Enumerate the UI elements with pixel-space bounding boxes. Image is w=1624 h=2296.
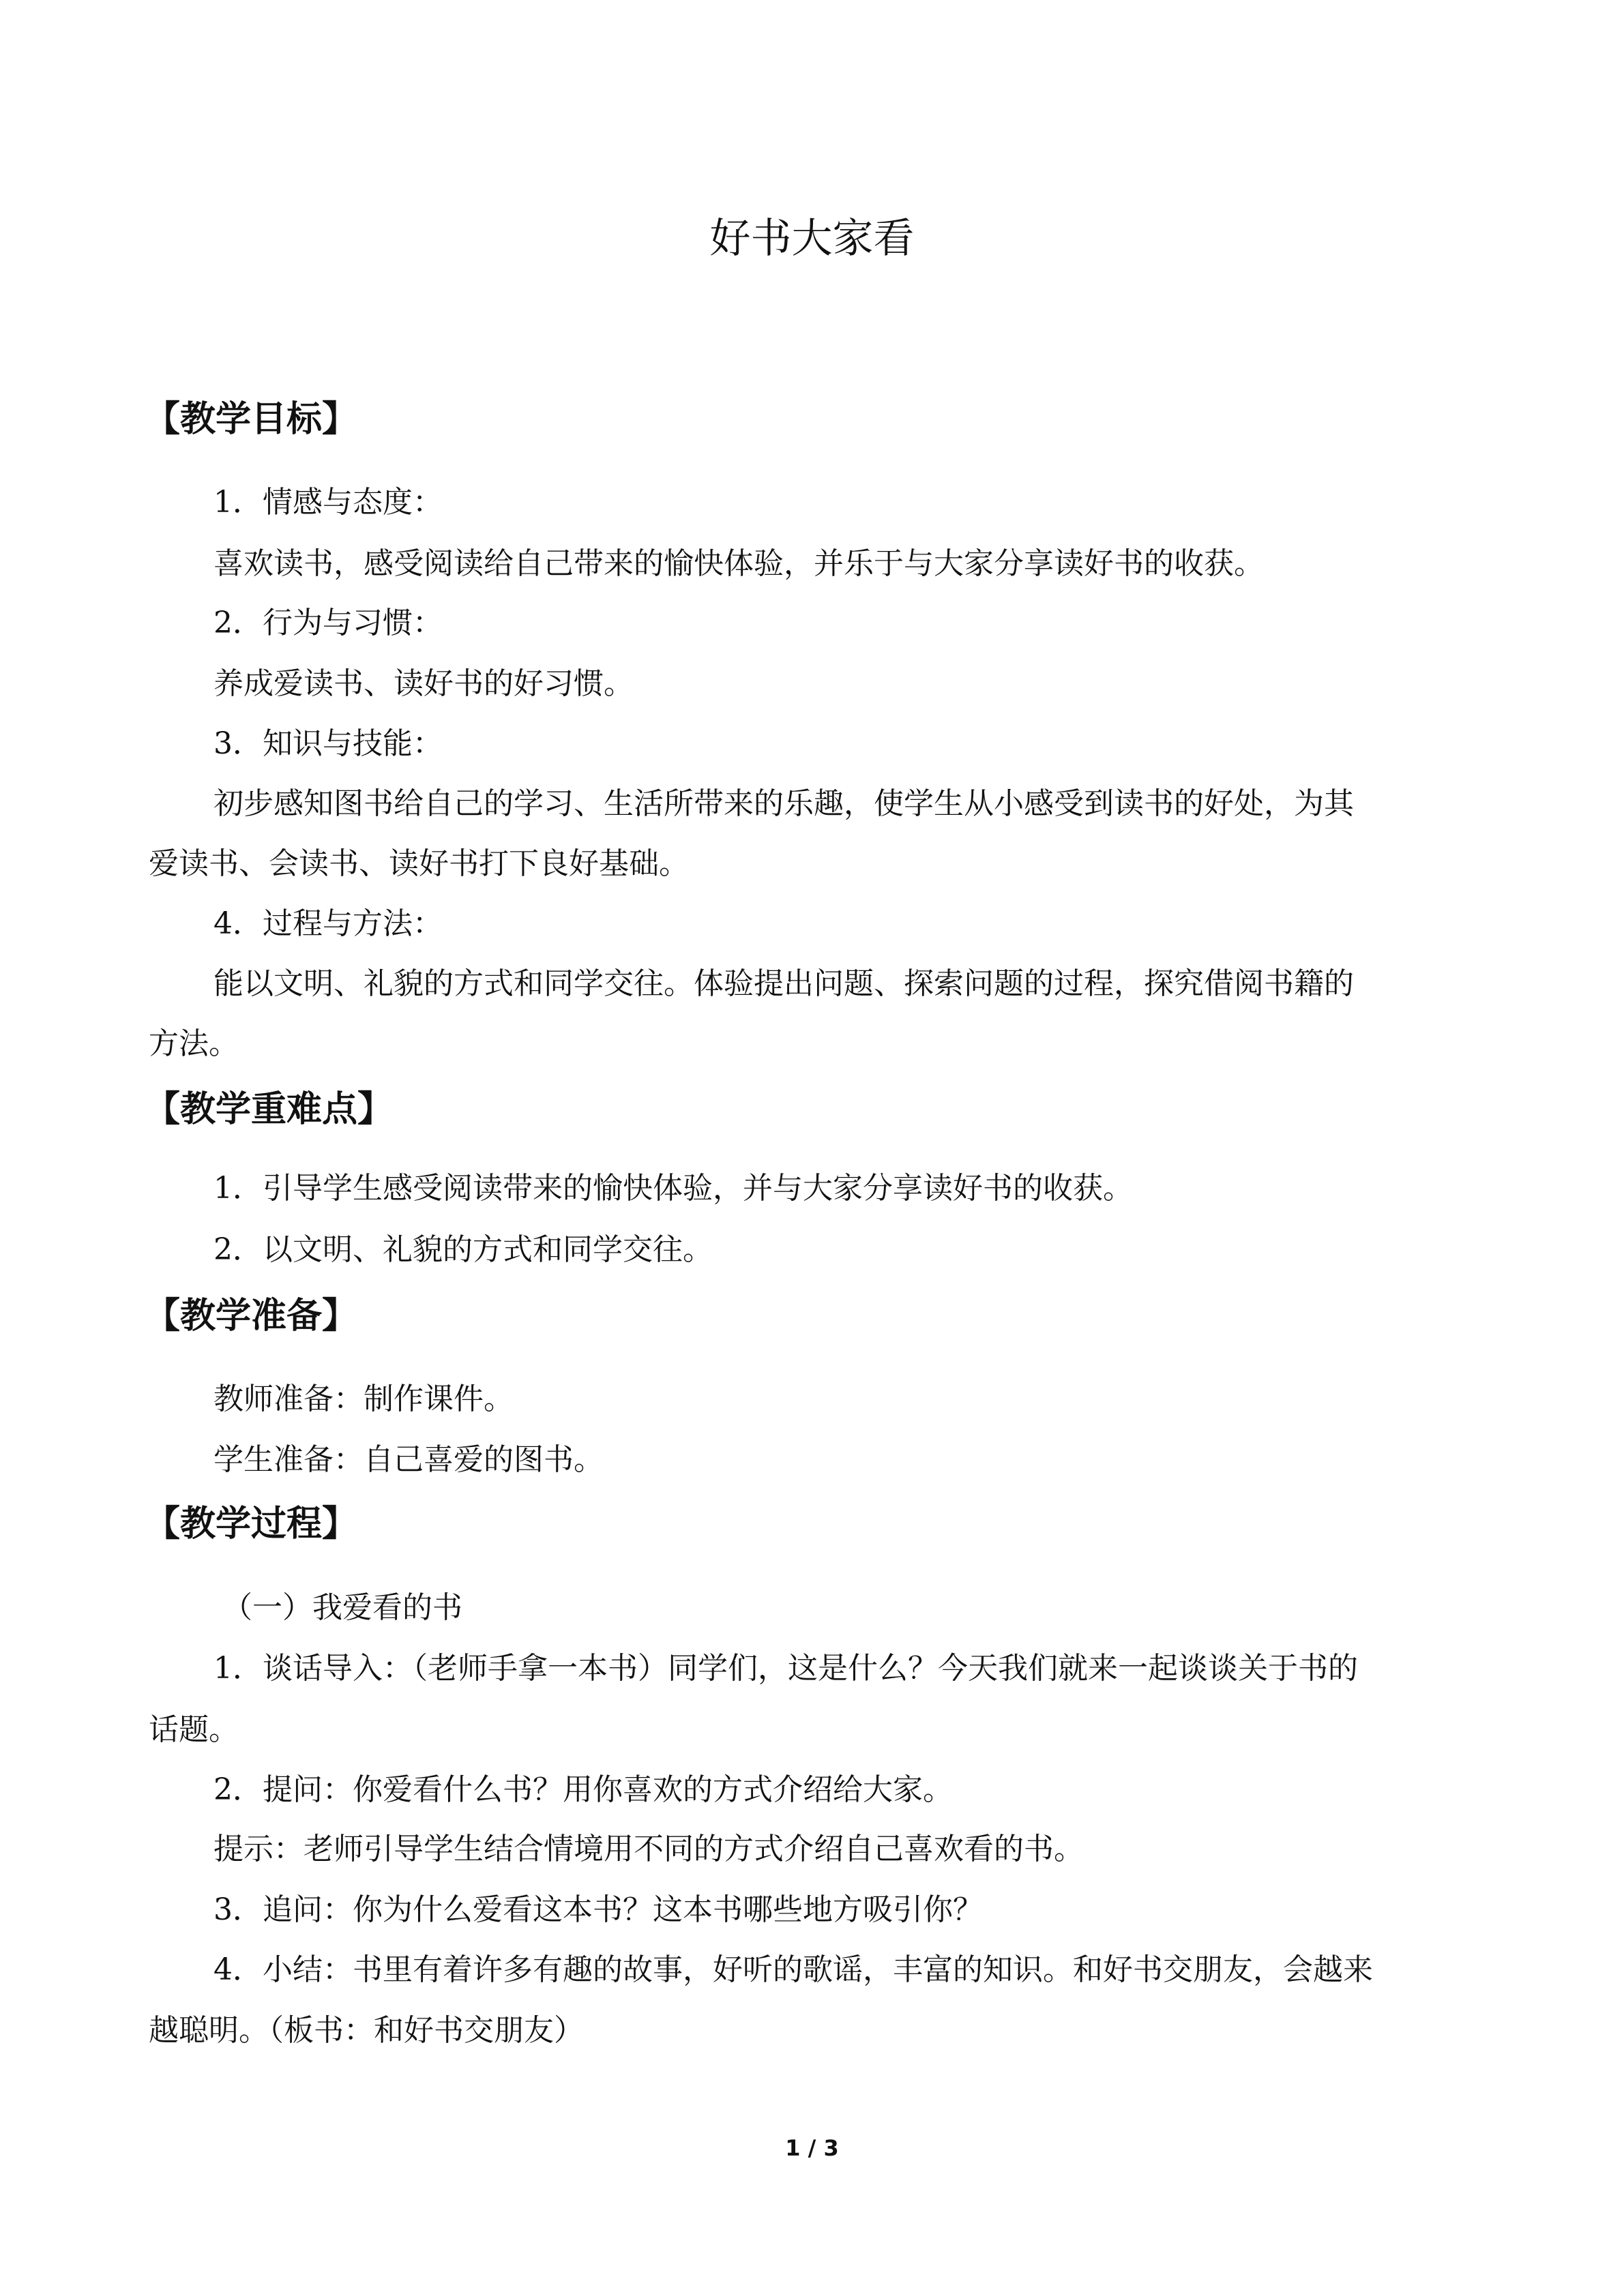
paragraph-line: 学生准备：自己喜爱的图书。: [213, 1442, 604, 1477]
section-heading-process: 【教学过程】: [145, 1504, 358, 1545]
paragraph-line: 4．过程与方法：: [213, 906, 443, 941]
paragraph-line: 教师准备：制作课件。: [213, 1382, 514, 1416]
page-number: 1 / 3: [785, 2135, 839, 2161]
paragraph-line: 2．以文明、礼貌的方式和同学交往。: [213, 1232, 713, 1267]
paragraph-line: 1．情感与态度：: [213, 485, 443, 520]
section-heading-preparation: 【教学准备】: [145, 1296, 358, 1337]
section-heading-key-points: 【教学重难点】: [145, 1089, 394, 1130]
paragraph-line: 1．谈话导入：（老师手拿一本书）同学们，这是什么？今天我们就来一起谈谈关于书的: [213, 1651, 1358, 1686]
paragraph-line: 2．行为与习惯：: [213, 606, 443, 640]
paragraph-line: 1．引导学生感受阅读带来的愉快体验，并与大家分享读好书的收获。: [213, 1171, 1133, 1206]
paragraph-line: 4．小结：书里有着许多有趣的故事，好听的歌谣，丰富的知识。和好书交朋友，会越来: [213, 1952, 1373, 1987]
paragraph-line: 初步感知图书给自己的学习、生活所带来的乐趣，使学生从小感受到读书的好处，为其: [213, 786, 1354, 821]
section-heading-goals: 【教学目标】: [145, 399, 358, 440]
paragraph-line: 方法。: [149, 1026, 239, 1061]
document-title: 好书大家看: [709, 215, 915, 263]
paragraph-line: 提示：老师引导学生结合情境用不同的方式介绍自己喜欢看的书。: [213, 1832, 1084, 1866]
paragraph-line: 越聪明。（板书：和好书交朋友）: [149, 2013, 584, 2048]
paragraph-line: 2．提问：你爱看什么书？用你喜欢的方式介绍给大家。: [213, 1772, 953, 1807]
paragraph-line: 话题。: [149, 1712, 239, 1747]
paragraph-line: 养成爱读书、读好书的好习惯。: [213, 666, 634, 701]
paragraph-line: 3．追问：你为什么爱看这本书？这本书哪些地方吸引你？: [213, 1892, 983, 1927]
paragraph-line: 喜欢读书，感受阅读给自己带来的愉快体验，并乐于与大家分享读好书的收获。: [213, 546, 1264, 581]
paragraph-line: 3．知识与技能：: [213, 726, 443, 761]
paragraph-line: 能以文明、礼貌的方式和同学交往。体验提出问题、探索问题的过程，探究借阅书籍的: [213, 966, 1354, 1001]
paragraph-line: 爱读书、会读书、读好书打下良好基础。: [149, 846, 689, 881]
paragraph-line: （一）我爱看的书: [222, 1590, 462, 1625]
